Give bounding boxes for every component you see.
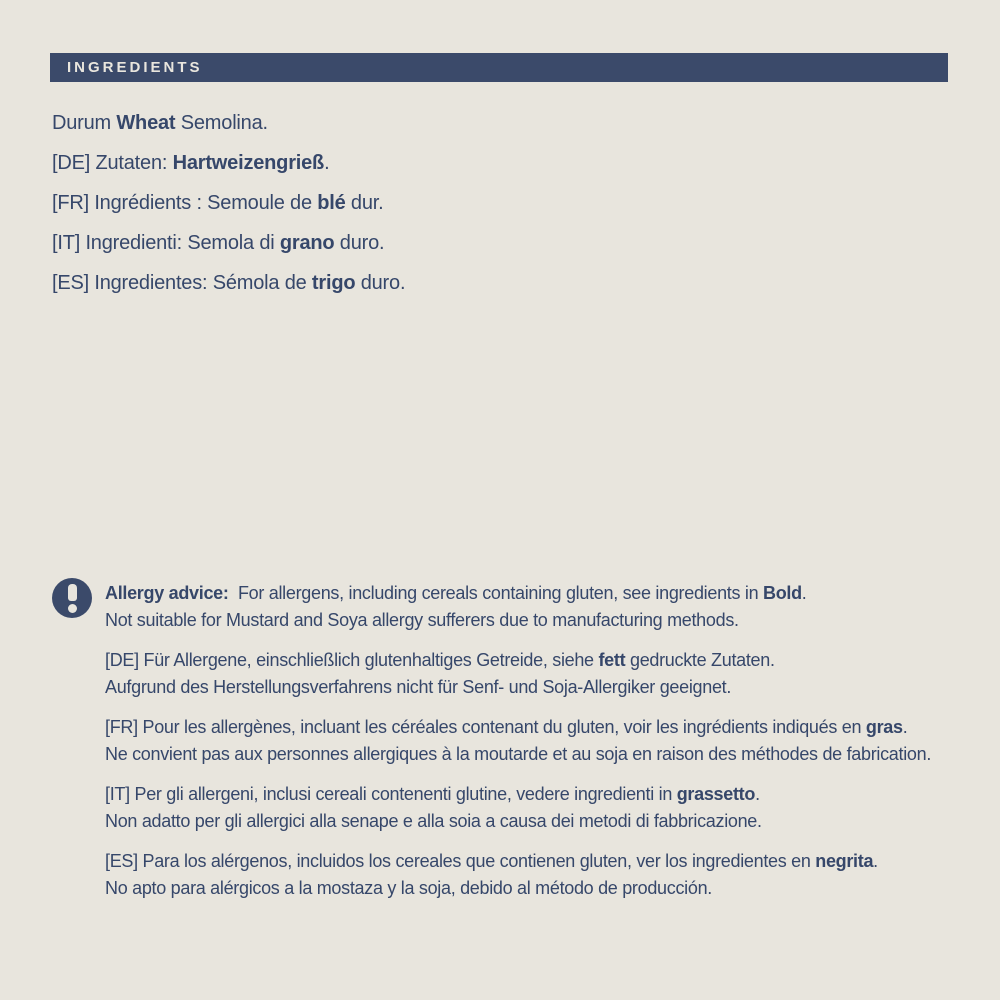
allergy-line	[105, 848, 931, 875]
allergy-line	[105, 647, 931, 674]
text-run: Aufgrund des Herstellungsverfahrens nicht für Senf- und Soja-Allergiker geeignet.	[105, 677, 732, 697]
text-run: .	[873, 851, 878, 871]
bold-text-run: Hartweizengrieß	[172, 152, 325, 174]
allergy-paragraph	[105, 647, 931, 701]
text-run: Durum	[52, 112, 117, 134]
exclamation-dot	[68, 604, 77, 613]
text-run: No apto para alérgicos a la mostaza y la soja, debido al método de producción.	[105, 878, 712, 898]
text-run: [FR] Pour les allergènes, incluant les céréales contenant du gluten, voir les ingrédients indiqués en	[105, 717, 866, 737]
text-run: For allergens, including cereals containing gluten, see ingredients in	[228, 583, 763, 603]
ingredient-line	[52, 103, 405, 143]
allergy-line	[105, 741, 931, 768]
text-run: [DE] Für Allergene, einschließlich glutenhaltiges Getreide, siehe	[105, 650, 599, 670]
text-run: .	[324, 152, 330, 174]
allergy-paragraph	[105, 848, 931, 902]
text-run: [IT] Per gli allergeni, inclusi cereali contenenti glutine, vedere ingredienti in	[105, 784, 677, 804]
ingredient-line	[52, 223, 405, 263]
allergy-paragraph	[105, 714, 931, 768]
bold-text-run: grano	[279, 232, 335, 254]
allergy-line	[105, 607, 931, 634]
text-run: .	[902, 717, 908, 737]
bold-text-run: negrita	[815, 851, 874, 871]
text-run: duro.	[334, 232, 385, 254]
text-run: gedruckte Zutaten.	[625, 650, 775, 670]
allergy-line	[105, 808, 931, 835]
exclamation-bar	[68, 584, 77, 601]
ingredients-header-title: INGREDIENTS	[67, 59, 203, 76]
text-run: [IT] Ingredienti: Semola di	[52, 232, 280, 254]
bold-text-run: fett	[598, 650, 626, 670]
text-run: [FR] Ingrédients : Semoule de	[52, 192, 318, 214]
allergy-paragraph	[105, 781, 931, 835]
text-run: Ne convient pas aux personnes allergiques à la moutarde et au soja en raison des méthodes de fabrication.	[105, 744, 932, 764]
text-run: duro.	[355, 272, 406, 294]
bold-text-run: Wheat	[116, 112, 176, 134]
allergy-paragraphs	[105, 578, 931, 915]
bold-text-run: gras	[865, 717, 903, 737]
exclamation-circle-icon	[52, 578, 92, 618]
bold-text-run: Allergy advice:	[105, 583, 229, 603]
text-run: Not suitable for Mustard and Soya allergy sufferers due to manufacturing methods.	[105, 610, 739, 630]
text-run: [ES] Para los alérgenos, incluidos los cereales que contienen gluten, ver los ingredientes en	[105, 851, 816, 871]
allergy-line	[105, 674, 931, 701]
ingredients-list	[52, 103, 405, 303]
allergy-line	[105, 580, 931, 607]
text-run: Semolina.	[175, 112, 268, 134]
allergy-paragraph	[105, 580, 931, 634]
text-run: .	[755, 784, 760, 804]
ingredient-line	[52, 263, 405, 303]
text-run: dur.	[345, 192, 384, 214]
bold-text-run: grassetto	[676, 784, 756, 804]
allergy-line	[105, 781, 931, 808]
allergy-advice-section	[52, 578, 931, 915]
allergy-line	[105, 714, 931, 741]
ingredient-line	[52, 143, 405, 183]
bold-text-run: Bold	[763, 583, 802, 603]
text-run: [DE] Zutaten:	[52, 152, 173, 174]
text-run: Non adatto per gli allergici alla senape e alla soia a causa dei metodi di fabbricazione.	[105, 811, 762, 831]
allergy-line	[105, 875, 931, 902]
ingredients-header-bar	[50, 53, 948, 82]
ingredient-line	[52, 183, 405, 223]
text-run: [ES] Ingredientes: Sémola de	[52, 272, 312, 294]
text-run: .	[801, 583, 807, 603]
bold-text-run: trigo	[311, 272, 356, 294]
bold-text-run: blé	[317, 192, 346, 214]
